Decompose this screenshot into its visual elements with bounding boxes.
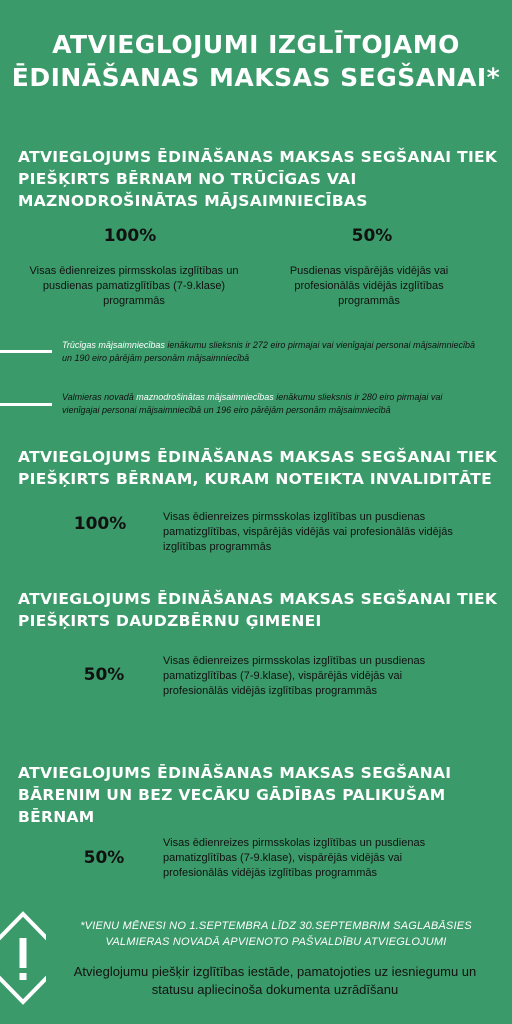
note-2-text: ienākumu slieksnis ir 280 eiro pirmajai vai vienīgajai personai mājsaimniecībā un 196 eiro pārējām personām mājsaimniecībā <box>62 392 443 415</box>
warning-icon <box>0 908 46 1008</box>
section-2-text: Visas ēdienreizes pirmsskolas izglītības un pusdienas pamatizglītības, vispārējās vidējās vai profesionālās vidējās izglītības programmās <box>163 511 453 553</box>
section-1-left-text: Visas ēdienreizes pirmsskolas izglītības un pusdienas pamatizglītības (7-9.klase) programmās <box>29 265 239 307</box>
section-1-note-1 <box>62 339 482 365</box>
divider-line-2 <box>0 403 52 406</box>
section-1-right-percent: 50% <box>351 226 393 246</box>
section-1-right-text: Pusdienas vispārējās vidējās vai profesionālās vidējās izglītības programmās <box>289 265 449 307</box>
section-2-percent: 100% <box>73 514 127 534</box>
section-4-text: Visas ēdienreizes pirmsskolas izglītības un pusdienas pamatizglītības (7-9.klase), vispārējās vidējās vai profesionālās vidējās izglītības programmās <box>163 837 426 879</box>
divider-line-1 <box>0 350 52 353</box>
section-3-heading: ATVIEGLOJUMS ĒDINĀŠANAS MAKSAS SEGŠANAI TIEK PIEŠĶIRTS DAUDZBĒRNU ĢIMENEI <box>18 590 498 630</box>
section-1-note-2 <box>62 391 482 417</box>
footer-star-note: *VIENU MĒNESI NO 1.SEPTEMBRA LĪDZ 30.SEPTEMBRIM SAGLABĀSIES VALMIERAS NOVADĀ APVIENOTO PAŠVALDĪBU ATVIEGLOJUMI <box>80 920 472 948</box>
section-4-heading: ATVIEGLOJUMS ĒDINĀŠANAS MAKSAS SEGŠANAI BĀRENIM UN BEZ VECĀKU GĀDĪBAS PALIKUŠAM BĒRNAM <box>18 764 452 826</box>
section-4-percent: 50% <box>83 848 125 868</box>
section-3-percent: 50% <box>83 665 125 685</box>
title-line-2: ĒDINĀŠANAS MAKSAS SEGŠANAI* <box>11 63 501 92</box>
note-1-text: ienākumu slieksnis ir 272 eiro pirmajai vai vienīgajai personai mājsaimniecībā un 190 eiro pārējām personām mājsaimniecībā <box>62 340 476 363</box>
note-2-prefix: Valmieras novadā <box>62 392 137 402</box>
page-title <box>0 28 512 94</box>
footer-main-text: Atvieglojumu piešķir izglītības iestāde, pamatojoties uz iesniegumu un statusu apliecinoša dokumenta uzrādīšanu <box>73 964 477 997</box>
section-1-left-percent: 100% <box>103 226 157 246</box>
section-2-heading: ATVIEGLOJUMS ĒDINĀŠANAS MAKSAS SEGŠANAI TIEK PIEŠĶIRTS BĒRNAM, KURAM NOTEIKTA INVALIDITĀTE <box>18 448 498 488</box>
note-2-highlight: maznodrošinātas mājsaimniecības <box>136 392 274 402</box>
note-1-highlight: Trūcīgas mājsaimniecības <box>62 340 165 350</box>
warning-icon-svg <box>0 908 46 1008</box>
section-3-text: Visas ēdienreizes pirmsskolas izglītības un pusdienas pamatizglītības (7-9.klase), vispārējās vidējās vai profesionālās vidējās izglītības programmās <box>163 655 426 697</box>
title-line-1: ATVIEGLOJUMI IZGLĪTOJAMO <box>52 30 460 59</box>
section-1-heading: ATVIEGLOJUMS ĒDINĀŠANAS MAKSAS SEGŠANAI TIEK PIEŠĶIRTS BĒRNAM NO TRŪCĪGAS VAI MAZNODROŠINĀTAS MĀJSAIMNIECĪBAS <box>18 148 498 210</box>
